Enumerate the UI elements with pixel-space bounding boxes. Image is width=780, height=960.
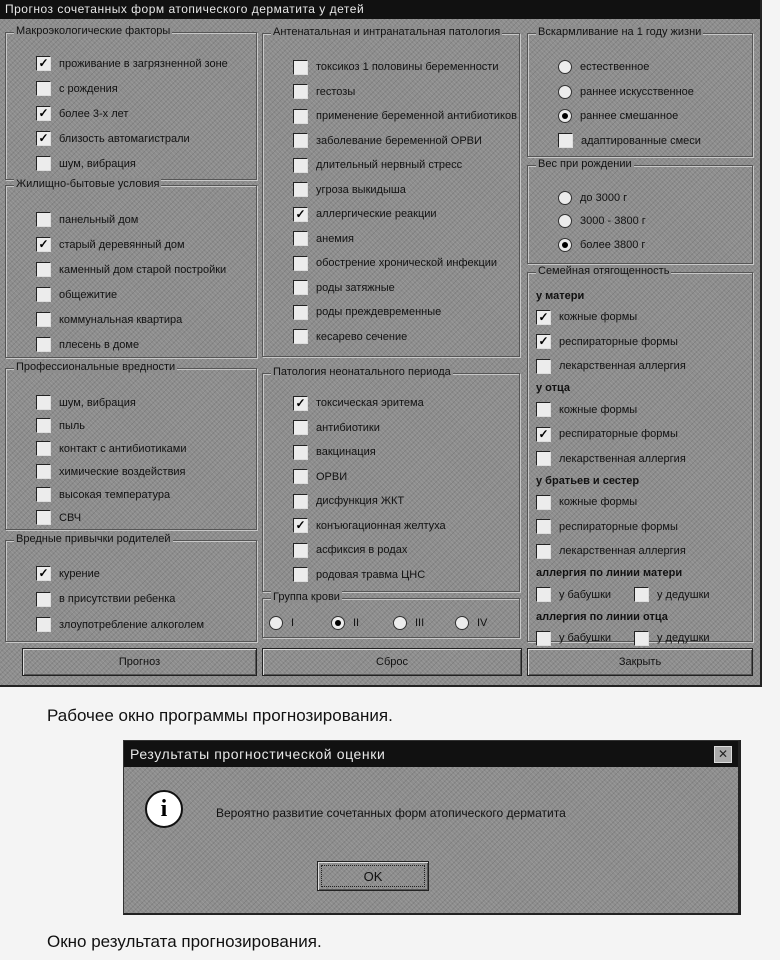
checkbox-label: контакт с антибиотиками bbox=[59, 443, 187, 455]
checkbox-label: у бабушки bbox=[559, 589, 611, 601]
radio-label: естественное bbox=[580, 61, 649, 73]
checkbox-label: пыль bbox=[59, 420, 85, 432]
checkbox-item[interactable] bbox=[528, 129, 752, 154]
section-header: у отца bbox=[528, 379, 752, 398]
radio-button[interactable] bbox=[558, 191, 572, 205]
group-legend: Патология неонатального периода bbox=[271, 366, 453, 378]
checkbox-item[interactable] bbox=[528, 305, 752, 330]
checkbox-item[interactable] bbox=[528, 515, 752, 540]
checkbox-item[interactable] bbox=[6, 207, 256, 232]
radio-button[interactable] bbox=[331, 616, 345, 630]
checkbox-item[interactable] bbox=[263, 563, 519, 588]
checkbox[interactable] bbox=[36, 262, 51, 277]
checkbox-item[interactable] bbox=[6, 414, 256, 437]
checkbox[interactable] bbox=[36, 287, 51, 302]
checkbox-label: близость автомагистрали bbox=[59, 133, 190, 145]
checkbox-label: длительный нервный стресс bbox=[316, 159, 462, 171]
checkbox[interactable] bbox=[634, 631, 649, 646]
radio-label: более 3800 г bbox=[580, 239, 645, 251]
checkbox-item[interactable] bbox=[6, 101, 256, 126]
checkbox[interactable]: ✓ bbox=[36, 56, 51, 71]
checkbox-label: аллергические реакции bbox=[316, 208, 437, 220]
checkbox[interactable] bbox=[36, 617, 51, 632]
radio-item[interactable] bbox=[331, 613, 393, 633]
checkbox[interactable] bbox=[536, 359, 551, 374]
checkbox-item[interactable] bbox=[263, 416, 519, 441]
group-habits bbox=[5, 540, 257, 642]
checkbox-item[interactable] bbox=[263, 489, 519, 514]
radio-label: раннее смешанное bbox=[580, 110, 678, 122]
checkbox-label: коммунальная квартира bbox=[59, 314, 182, 326]
checkbox-label: кесарево сечение bbox=[316, 331, 407, 343]
checkbox[interactable] bbox=[36, 156, 51, 171]
caption-main-window: Рабочее окно программы прогнозирования. bbox=[47, 706, 393, 726]
checkbox-label: с рождения bbox=[59, 83, 118, 95]
radio-item[interactable] bbox=[393, 613, 455, 633]
checkbox-label: высокая температура bbox=[59, 489, 170, 501]
caption-result-window: Окно результата прогнозирования. bbox=[47, 932, 322, 952]
checkbox-item[interactable] bbox=[263, 538, 519, 563]
radio-button[interactable] bbox=[558, 238, 572, 252]
checkbox-item[interactable] bbox=[528, 330, 752, 355]
checkbox[interactable] bbox=[293, 109, 308, 124]
checkbox-item[interactable] bbox=[6, 232, 256, 257]
checkbox-label: респираторные формы bbox=[559, 336, 678, 348]
checkbox-item[interactable] bbox=[263, 300, 519, 325]
radio-item[interactable] bbox=[528, 104, 752, 129]
checkbox-item[interactable] bbox=[263, 80, 519, 105]
checkbox-label: у дедушки bbox=[657, 589, 710, 601]
ok-button[interactable]: OK bbox=[317, 861, 429, 891]
close-button[interactable]: Закрыть bbox=[527, 648, 753, 676]
checkbox[interactable] bbox=[634, 587, 649, 602]
radio-item[interactable] bbox=[528, 210, 752, 234]
checkbox-label: проживание в загрязненной зоне bbox=[59, 58, 228, 70]
checkbox[interactable] bbox=[36, 510, 51, 525]
checkbox-item[interactable] bbox=[6, 282, 256, 307]
checkbox-item[interactable] bbox=[536, 587, 634, 602]
group-prof bbox=[5, 368, 257, 530]
checkbox-label: злоупотребление алкоголем bbox=[59, 619, 204, 631]
radio-item[interactable] bbox=[528, 55, 752, 80]
checkbox-label: лекарственная аллергия bbox=[559, 453, 686, 465]
checkbox-item[interactable] bbox=[536, 631, 634, 646]
checkbox-item[interactable] bbox=[263, 251, 519, 276]
checkbox[interactable] bbox=[536, 544, 551, 559]
radio-item[interactable] bbox=[455, 613, 517, 633]
group-feeding bbox=[527, 33, 753, 157]
checkbox[interactable] bbox=[293, 280, 308, 295]
radio-item[interactable] bbox=[528, 186, 752, 210]
checkbox-item[interactable] bbox=[263, 202, 519, 227]
checkbox-label: применение беременной антибиотиков bbox=[316, 110, 517, 122]
checkbox[interactable] bbox=[293, 567, 308, 582]
checkbox[interactable]: ✓ bbox=[536, 427, 551, 442]
radio-button[interactable] bbox=[558, 109, 572, 123]
group-legend: Вредные привычки родителей bbox=[14, 533, 173, 545]
checkbox-label: вакцинация bbox=[316, 446, 376, 458]
checkbox[interactable] bbox=[293, 420, 308, 435]
checkbox[interactable] bbox=[36, 441, 51, 456]
group-legend: Вес при рождении bbox=[536, 158, 634, 170]
checkbox-label: шум, вибрация bbox=[59, 158, 136, 170]
checkbox[interactable] bbox=[536, 495, 551, 510]
checkbox-item[interactable] bbox=[6, 151, 256, 176]
checkbox[interactable] bbox=[293, 182, 308, 197]
checkbox[interactable] bbox=[36, 212, 51, 227]
checkbox-item[interactable] bbox=[528, 398, 752, 423]
checkbox-item[interactable] bbox=[6, 612, 256, 638]
checkbox[interactable] bbox=[293, 543, 308, 558]
radio-label: IV bbox=[477, 617, 487, 629]
section-header: у матери bbox=[528, 286, 752, 305]
checkbox-pair[interactable] bbox=[528, 583, 752, 608]
checkbox[interactable] bbox=[293, 445, 308, 460]
checkbox-label: адаптированные смеси bbox=[581, 135, 701, 147]
radio-label: I bbox=[291, 617, 294, 629]
group-legend: Макроэкологические факторы bbox=[14, 25, 172, 37]
checkbox[interactable] bbox=[36, 487, 51, 502]
checkbox-label: респираторные формы bbox=[559, 428, 678, 440]
radio-item[interactable] bbox=[269, 613, 331, 633]
checkbox[interactable] bbox=[293, 60, 308, 75]
checkbox[interactable] bbox=[293, 329, 308, 344]
checkbox-label: панельный дом bbox=[59, 214, 138, 226]
checkbox-item[interactable] bbox=[6, 332, 256, 357]
checkbox[interactable]: ✓ bbox=[536, 310, 551, 325]
checkbox-label: кожные формы bbox=[559, 496, 637, 508]
checkbox-label: токсическая эритема bbox=[316, 397, 424, 409]
checkbox[interactable] bbox=[536, 631, 551, 646]
checkbox-item[interactable] bbox=[528, 447, 752, 472]
checkbox-label: в присутствии ребенка bbox=[59, 593, 175, 605]
checkbox-item[interactable] bbox=[528, 490, 752, 515]
checkbox-item[interactable] bbox=[263, 465, 519, 490]
checkbox-label: роды затяжные bbox=[316, 282, 395, 294]
group-living bbox=[5, 185, 257, 358]
section-header: аллергия по линии матери bbox=[528, 564, 752, 583]
result-message: Вероятно развитие сочетанных форм атопического дерматита bbox=[216, 806, 566, 820]
checkbox-label: анемия bbox=[316, 233, 354, 245]
checkbox[interactable] bbox=[536, 402, 551, 417]
result-dialog-title: Результаты прогностической оценки bbox=[124, 741, 738, 767]
checkbox-item[interactable] bbox=[263, 178, 519, 203]
checkbox-item[interactable] bbox=[6, 51, 256, 76]
checkbox-label: каменный дом старой постройки bbox=[59, 264, 226, 276]
checkbox-label: химические воздействия bbox=[59, 466, 186, 478]
checkbox-label: дисфункция ЖКТ bbox=[316, 495, 404, 507]
checkbox[interactable] bbox=[536, 587, 551, 602]
checkbox-label: конъюгационная желтуха bbox=[316, 520, 446, 532]
checkbox-label: старый деревянный дом bbox=[59, 239, 185, 251]
checkbox-item[interactable] bbox=[528, 422, 752, 447]
group-legend: Профессиональные вредности bbox=[14, 361, 177, 373]
checkbox-label: токсикоз 1 половины беременности bbox=[316, 61, 499, 73]
radio-button[interactable] bbox=[455, 616, 469, 630]
checkbox-item[interactable] bbox=[528, 354, 752, 379]
checkbox-label: у дедушки bbox=[657, 632, 710, 644]
checkbox[interactable] bbox=[558, 133, 573, 148]
checkbox[interactable]: ✓ bbox=[36, 237, 51, 252]
checkbox[interactable] bbox=[36, 312, 51, 327]
checkbox[interactable] bbox=[36, 81, 51, 96]
checkbox-label: кожные формы bbox=[559, 311, 637, 323]
radio-button[interactable] bbox=[269, 616, 283, 630]
main-window bbox=[0, 0, 762, 687]
checkbox[interactable] bbox=[293, 469, 308, 484]
checkbox-label: гестозы bbox=[316, 86, 355, 98]
checkbox-item[interactable] bbox=[263, 391, 519, 416]
info-icon: i bbox=[145, 790, 183, 828]
checkbox-label: заболевание беременной ОРВИ bbox=[316, 135, 482, 147]
checkbox-label: антибиотики bbox=[316, 422, 380, 434]
radio-button[interactable] bbox=[558, 214, 572, 228]
checkbox-label: родовая травма ЦНС bbox=[316, 569, 425, 581]
checkbox[interactable]: ✓ bbox=[293, 207, 308, 222]
group-legend: Антенатальная и интранатальная патология bbox=[271, 26, 502, 38]
group-blood bbox=[262, 598, 520, 638]
checkbox-item[interactable] bbox=[263, 153, 519, 178]
checkbox-label: плесень в доме bbox=[59, 339, 139, 351]
forecast-button[interactable]: Прогноз bbox=[22, 648, 257, 676]
checkbox-item[interactable] bbox=[263, 129, 519, 154]
checkbox-label: курение bbox=[59, 568, 100, 580]
checkbox[interactable] bbox=[293, 133, 308, 148]
group-legend: Вскармливание на 1 году жизни bbox=[536, 26, 703, 38]
checkbox-label: у бабушки bbox=[559, 632, 611, 644]
group-legend: Жилищно-бытовые условия bbox=[14, 178, 161, 190]
checkbox-item[interactable] bbox=[6, 126, 256, 151]
section-header: аллергия по линии отца bbox=[528, 607, 752, 626]
checkbox[interactable] bbox=[36, 464, 51, 479]
checkbox-label: лекарственная аллергия bbox=[559, 360, 686, 372]
checkbox[interactable]: ✓ bbox=[36, 566, 51, 581]
checkbox[interactable] bbox=[293, 231, 308, 246]
checkbox-label: общежитие bbox=[59, 289, 117, 301]
checkbox-item[interactable] bbox=[263, 276, 519, 301]
checkbox[interactable] bbox=[293, 305, 308, 320]
checkbox[interactable]: ✓ bbox=[36, 131, 51, 146]
main-window-title: Прогноз сочетанных форм атопического дерматита у детей bbox=[0, 0, 760, 19]
result-dialog bbox=[123, 740, 741, 915]
checkbox-label: угроза выкидыша bbox=[316, 184, 406, 196]
checkbox-label: кожные формы bbox=[559, 404, 637, 416]
group-macro bbox=[5, 32, 257, 180]
checkbox[interactable] bbox=[36, 337, 51, 352]
group-legend: Семейная отягощенность bbox=[536, 265, 671, 277]
checkbox[interactable] bbox=[293, 84, 308, 99]
checkbox-item[interactable] bbox=[263, 325, 519, 350]
checkbox-label: более 3-х лет bbox=[59, 108, 128, 120]
checkbox-label: роды преждевременные bbox=[316, 306, 441, 318]
checkbox-item[interactable] bbox=[6, 257, 256, 282]
checkbox[interactable] bbox=[536, 451, 551, 466]
checkbox[interactable]: ✓ bbox=[293, 396, 308, 411]
checkbox-item[interactable] bbox=[263, 227, 519, 252]
radio-label: III bbox=[415, 617, 424, 629]
section-header: у братьев и сестер bbox=[528, 471, 752, 490]
checkbox-item[interactable] bbox=[6, 506, 256, 529]
checkbox[interactable] bbox=[293, 256, 308, 271]
group-family bbox=[527, 272, 753, 642]
checkbox[interactable] bbox=[536, 519, 551, 534]
radio-label: 3000 - 3800 г bbox=[580, 215, 646, 227]
reset-button[interactable]: Сброс bbox=[262, 648, 522, 676]
checkbox-item[interactable] bbox=[6, 76, 256, 101]
checkbox[interactable] bbox=[293, 494, 308, 509]
checkbox-item[interactable] bbox=[6, 391, 256, 414]
checkbox-item[interactable] bbox=[263, 55, 519, 80]
group-legend: Группа крови bbox=[271, 591, 342, 603]
checkbox[interactable]: ✓ bbox=[536, 334, 551, 349]
group-antenatal bbox=[262, 33, 520, 357]
checkbox-item[interactable] bbox=[634, 631, 732, 646]
checkbox-item[interactable] bbox=[6, 483, 256, 506]
radio-item[interactable] bbox=[528, 233, 752, 257]
radio-label: II bbox=[353, 617, 359, 629]
checkbox-label: асфиксия в родах bbox=[316, 544, 407, 556]
group-weight bbox=[527, 165, 753, 264]
checkbox-label: СВЧ bbox=[59, 512, 81, 524]
checkbox-label: респираторные формы bbox=[559, 521, 678, 533]
radio-label: до 3000 г bbox=[580, 192, 627, 204]
checkbox-item[interactable] bbox=[263, 440, 519, 465]
checkbox-item[interactable] bbox=[6, 587, 256, 613]
checkbox-label: ОРВИ bbox=[316, 471, 347, 483]
checkbox-label: лекарственная аллергия bbox=[559, 545, 686, 557]
checkbox-item[interactable] bbox=[263, 514, 519, 539]
checkbox-item[interactable] bbox=[6, 307, 256, 332]
checkbox[interactable]: ✓ bbox=[36, 106, 51, 121]
group-neonatal bbox=[262, 373, 520, 592]
radio-button[interactable] bbox=[558, 60, 572, 74]
radio-item[interactable] bbox=[528, 80, 752, 105]
checkbox[interactable] bbox=[293, 158, 308, 173]
checkbox-item[interactable] bbox=[263, 104, 519, 129]
checkbox-item[interactable] bbox=[6, 460, 256, 483]
checkbox[interactable] bbox=[36, 592, 51, 607]
checkbox[interactable] bbox=[36, 395, 51, 410]
checkbox[interactable]: ✓ bbox=[293, 518, 308, 533]
checkbox-item[interactable] bbox=[6, 561, 256, 587]
checkbox-label: обострение хронической инфекции bbox=[316, 257, 497, 269]
checkbox-item[interactable] bbox=[6, 437, 256, 460]
close-icon[interactable]: ✕ bbox=[714, 746, 732, 763]
checkbox-pair[interactable] bbox=[528, 626, 752, 651]
radio-button[interactable] bbox=[393, 616, 407, 630]
checkbox-item[interactable] bbox=[528, 539, 752, 564]
checkbox-item[interactable] bbox=[634, 587, 732, 602]
checkbox-label: шум, вибрация bbox=[59, 397, 136, 409]
radio-button[interactable] bbox=[558, 85, 572, 99]
checkbox[interactable] bbox=[36, 418, 51, 433]
radio-label: раннее искусственное bbox=[580, 86, 694, 98]
